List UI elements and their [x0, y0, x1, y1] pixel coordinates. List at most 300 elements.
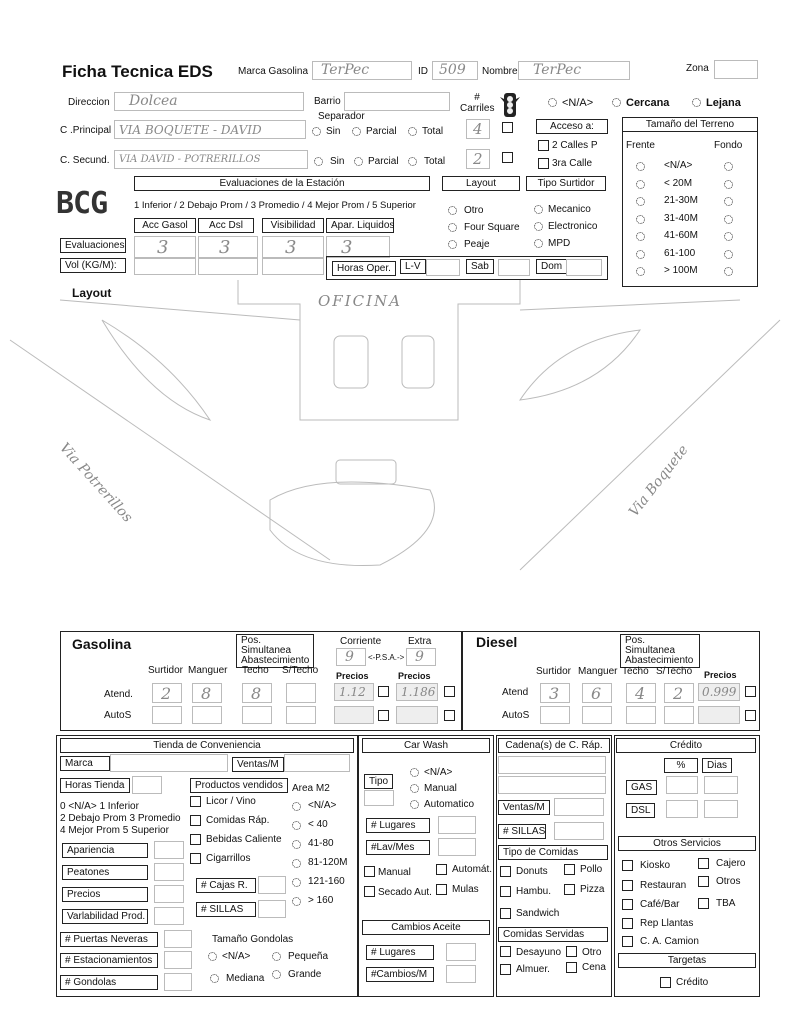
principal-parcial-label: Parcial — [366, 126, 397, 137]
tamano-na-label: <N/A> — [222, 951, 251, 962]
dsl-atend-techo[interactable] — [626, 683, 656, 703]
acceso-3ra-check[interactable] — [538, 158, 549, 169]
layout-title: Layout — [442, 176, 520, 191]
zona-label: Zona — [686, 63, 709, 74]
radio-tamano-pequena[interactable] — [272, 952, 281, 961]
carwash-secado-check[interactable] — [364, 886, 375, 897]
radio-mecanico[interactable] — [534, 205, 543, 214]
barrio-label: Barrio — [314, 96, 341, 107]
cadena-sillas-field[interactable] — [554, 822, 604, 840]
carriles-secund-field[interactable] — [466, 149, 490, 169]
gas-precio-extra-check[interactable] — [444, 686, 455, 697]
tamano-grande-label: Grande — [288, 969, 322, 980]
extra-label: Extra — [408, 636, 432, 647]
carriles-principal-field[interactable] — [466, 119, 490, 139]
gondolas-field[interactable] — [164, 973, 192, 991]
dsl-autos-stecho[interactable] — [664, 706, 694, 724]
gas-atend-surtidor-value: 2 — [161, 684, 172, 703]
radio-secund-parcial[interactable] — [354, 157, 363, 166]
marca-value: TerPec — [321, 62, 370, 78]
pizza-check[interactable] — [564, 884, 575, 895]
producto-check-2[interactable] — [190, 834, 201, 845]
otros-check-3[interactable] — [698, 876, 709, 887]
terreno-option-3: 31-40M — [664, 212, 698, 224]
principal-sin-label: Sin — [326, 126, 341, 137]
surtidor-title: Tipo Surtidor — [526, 176, 606, 191]
radio-mpd[interactable] — [534, 239, 543, 248]
producto-check-1[interactable] — [190, 815, 201, 826]
dsl-atend-techo-value: 4 — [635, 684, 646, 703]
dsl-precios-label: Precios — [704, 670, 737, 680]
radio-principal-sin[interactable] — [312, 127, 321, 136]
dsl-precio[interactable] — [698, 683, 740, 701]
cadena-title: Cadena(s) de C. Ráp. — [498, 738, 610, 753]
gas-atend-surtidor[interactable] — [152, 683, 182, 703]
carwash-lavmes-label: #Lav/Mes — [366, 840, 430, 855]
direccion-value: Dolcea — [129, 93, 178, 109]
otros-check-7[interactable] — [622, 936, 633, 947]
psa-corriente-field[interactable] — [336, 648, 366, 666]
carriles-principal-value: 4 — [473, 120, 483, 138]
area-option-5: > 160 — [308, 895, 334, 906]
zona-field[interactable] — [714, 60, 758, 79]
carwash-mulas-check[interactable] — [436, 884, 447, 895]
cambios-m-field[interactable] — [446, 965, 476, 983]
carwash-lugares-field[interactable] — [438, 816, 476, 834]
radio-frente-3[interactable] — [636, 215, 645, 224]
almuer-check[interactable] — [500, 964, 511, 975]
radio-lejana[interactable] — [692, 98, 701, 107]
id-value: 509 — [439, 62, 466, 78]
radio-fondo-3[interactable] — [724, 215, 733, 224]
radio-area-1[interactable] — [292, 821, 301, 830]
traffic-light-icon — [500, 92, 520, 118]
radio-area-2[interactable] — [292, 840, 301, 849]
servidas-label: Comidas Servidas — [498, 927, 608, 942]
dom-field[interactable] — [566, 259, 602, 276]
carwash-na-label: <N/A> — [424, 767, 453, 778]
radio-secund-total[interactable] — [408, 157, 417, 166]
marca-field[interactable] — [312, 61, 412, 80]
secund-parcial-label: Parcial — [368, 156, 399, 167]
otros-label-0: Kiosko — [640, 860, 671, 871]
radio-na-distance[interactable] — [548, 98, 557, 107]
gas-autos-manguer[interactable] — [192, 706, 222, 724]
horas-label: Horas Oper. — [332, 261, 396, 276]
acceso-3ra-label: 3ra Calle — [552, 158, 593, 169]
area-option-1: < 40 — [308, 819, 328, 830]
terreno-option-2: 21-30M — [664, 195, 698, 206]
tienda-marca-label: Marca — [60, 756, 110, 771]
credito-dsl-pct[interactable] — [666, 800, 698, 818]
gas-atend-manguer-value: 8 — [201, 684, 212, 703]
desayuno-check[interactable] — [500, 946, 511, 957]
sandwich-check[interactable] — [500, 908, 511, 919]
principal-field[interactable] — [114, 120, 306, 139]
cadena-tipo-label: Tipo de Comidas — [498, 845, 608, 860]
sandwich-label: Sandwich — [516, 908, 560, 919]
radio-principal-parcial[interactable] — [352, 127, 361, 136]
productos-label: Productos vendidos — [190, 778, 288, 793]
credito-dsl-dias[interactable] — [704, 800, 738, 818]
tienda-marca-field[interactable] — [110, 754, 228, 772]
producto-check-3[interactable] — [190, 853, 201, 864]
credito-pct-label: % — [664, 758, 698, 773]
radio-fondo-6[interactable] — [724, 267, 733, 276]
gas-manguer-label: Manguer — [188, 665, 228, 676]
otros-label-1: Cajero — [716, 858, 746, 869]
via-potrerillos-label: Via Potrerillos — [56, 440, 136, 526]
dsl-autos-manguer[interactable] — [582, 706, 612, 724]
dsl-autos-precio[interactable] — [698, 706, 740, 724]
dsl-atend-manguer[interactable] — [582, 683, 612, 703]
otros-check-1[interactable] — [698, 858, 709, 869]
vol-field[interactable] — [134, 258, 196, 275]
radio-layout-otro[interactable] — [448, 206, 457, 215]
gas-precio-extra[interactable] — [396, 683, 438, 701]
gas-atend-techo-value: 8 — [251, 684, 262, 703]
gondolas-label: # Gondolas — [60, 975, 158, 990]
hambu-label: Hambu. — [516, 886, 552, 897]
gas-precios-extra-label: Precios — [398, 671, 431, 681]
tienda-ventas-field[interactable] — [284, 754, 350, 772]
vol-field-2[interactable] — [198, 258, 258, 275]
apar-liquidos-value: 3 — [341, 237, 353, 258]
tienda-row-field-0[interactable] — [154, 841, 184, 859]
fondo-label: Fondo — [714, 140, 743, 151]
hambu-check[interactable] — [500, 886, 511, 897]
evaluaciones-title: Evaluaciones de la Estación — [134, 176, 430, 191]
cadena-ventas-field[interactable] — [554, 798, 604, 816]
cambios-lugares-field[interactable] — [446, 943, 476, 961]
otro-comida-check[interactable] — [566, 946, 577, 957]
dsl-atend-surtidor-value: 3 — [549, 684, 560, 703]
pollo-label: Pollo — [580, 864, 603, 875]
separador-secund-check[interactable] — [502, 152, 513, 163]
terreno-option-4: 41-60M — [664, 230, 698, 241]
vol-label: Vol (KG/M): — [60, 258, 126, 273]
credito-gas-dias[interactable] — [704, 776, 738, 794]
radio-principal-total[interactable] — [408, 127, 417, 136]
dsl-manguer-label: Manguer — [578, 666, 618, 677]
visibilidad-label: Visibilidad — [262, 218, 324, 233]
dsl-autos-check[interactable] — [745, 710, 756, 721]
area-label: Area M2 — [292, 783, 330, 794]
vol-field-3[interactable] — [262, 258, 324, 275]
area-option-2: 41-80 — [308, 838, 334, 849]
secund-sin-label: Sin — [330, 156, 345, 167]
radio-fondo-0[interactable] — [724, 162, 733, 171]
terreno-option-5: 61-100 — [664, 247, 696, 259]
dsl-precio-value: 0.999 — [702, 685, 737, 699]
credito-card-check[interactable] — [660, 977, 671, 988]
carriles-secund-value: 2 — [473, 150, 483, 168]
estacionamientos-field[interactable] — [164, 951, 192, 969]
gas-precio-corriente-check[interactable] — [378, 686, 389, 697]
radio-fondo-5[interactable] — [724, 250, 733, 259]
diesel-pos-sim: Pos. Simultanea Abastecimiento — [620, 634, 700, 668]
otros-check-4[interactable] — [622, 899, 633, 910]
dom-label: Dom — [536, 259, 567, 274]
gas-atend-techo[interactable] — [242, 683, 272, 703]
tamano-label: Tamaño Gondolas — [212, 934, 294, 945]
credito-gas-pct[interactable] — [666, 776, 698, 794]
radio-carwash-manual[interactable] — [410, 784, 419, 793]
acc-gasol-field[interactable] — [134, 236, 196, 258]
psa-label: <-P.S.A.-> — [368, 653, 405, 662]
cambios-title: Cambios Aceite — [362, 920, 490, 935]
direccion-field[interactable] — [114, 92, 304, 111]
tienda-ventas-label: Ventas/M — [232, 757, 284, 772]
principal-total-label: Total — [422, 126, 444, 137]
radio-tamano-na[interactable] — [208, 952, 217, 961]
lejana-label: Lejana — [706, 97, 741, 109]
evaluaciones-label: Evaluaciones — [60, 238, 126, 253]
radio-carwash-na[interactable] — [410, 768, 419, 777]
credito-dias-label: Dias — [702, 758, 732, 773]
visibilidad-value: 3 — [285, 237, 297, 258]
diesel-title: Diesel — [476, 634, 518, 650]
producto-check-0[interactable] — [190, 796, 201, 807]
producto-label-2: Bebidas Caliente — [206, 834, 282, 845]
separador-label: Separador — [318, 111, 365, 122]
carwash-title: Car Wash — [362, 738, 490, 753]
cajas-label: # Cajas R. — [196, 878, 256, 893]
sketch-layout-label: Layout — [72, 286, 112, 300]
terreno-option-6: > 100M — [664, 265, 698, 276]
dsl-atend-surtidor[interactable] — [540, 683, 570, 703]
na-label: <N/A> — [562, 97, 594, 109]
targetas-title: Targetas — [618, 953, 756, 968]
acceso-2calles-check[interactable] — [538, 140, 549, 151]
gas-surtidor-label: Surtidor — [148, 665, 184, 676]
otros-label-2: Restauran — [640, 880, 687, 891]
otros-check-2[interactable] — [622, 880, 633, 891]
barrio-field[interactable] — [344, 92, 450, 111]
psa-extra-field[interactable] — [406, 648, 436, 666]
lv-field[interactable] — [426, 259, 460, 276]
dsl-surtidor-label: Surtidor — [536, 666, 572, 677]
psa-extra-value: 9 — [415, 649, 424, 665]
dsl-autos-surtidor[interactable] — [540, 706, 570, 724]
otros-check-6[interactable] — [622, 918, 633, 929]
desayuno-label: Desayuno — [516, 947, 562, 958]
radio-frente-1[interactable] — [636, 180, 645, 189]
gas-autos-check2[interactable] — [444, 710, 455, 721]
gas-atend-stecho[interactable] — [286, 683, 316, 703]
visibilidad-field[interactable] — [262, 236, 324, 258]
tienda-row-field-1[interactable] — [154, 863, 184, 881]
gasolina-title: Gasolina — [72, 636, 132, 652]
dsl-techo-label: Techo — [622, 666, 649, 677]
tienda-row-field-3[interactable] — [154, 907, 184, 925]
dsl-atend-label: Atend — [502, 687, 529, 698]
cadena-field-2[interactable] — [498, 776, 606, 794]
carwash-mulas-label: Mulas — [452, 884, 479, 895]
producto-label-0: Licor / Vino — [206, 796, 256, 807]
otros-check-0[interactable] — [622, 860, 633, 871]
radio-carwash-auto[interactable] — [410, 800, 419, 809]
nombre-value: TerPec — [533, 62, 582, 78]
horas-tienda-field[interactable] — [132, 776, 162, 794]
cambios-lugares-label: # Lugares — [366, 945, 434, 960]
credito-title: Crédito — [616, 738, 756, 753]
tienda-row-label-0: Apariencia — [62, 843, 148, 858]
acc-gasol-label: Acc Gasol — [134, 218, 196, 233]
radio-tamano-grande[interactable] — [272, 970, 281, 979]
dsl-atend-stecho[interactable] — [664, 683, 694, 703]
radio-area-4[interactable] — [292, 878, 301, 887]
nombre-field[interactable] — [518, 61, 630, 80]
acc-dsl-field[interactable] — [198, 236, 258, 258]
carwash-lavmes-field[interactable] — [438, 838, 476, 856]
radio-secund-sin[interactable] — [314, 157, 323, 166]
tienda-row-field-2[interactable] — [154, 885, 184, 903]
cajas-field[interactable] — [258, 876, 286, 894]
gas-autos-label: AutoS — [104, 710, 132, 721]
radio-fondo-2[interactable] — [724, 197, 733, 206]
radio-fondo-4[interactable] — [724, 232, 733, 241]
carwash-automat-check[interactable] — [436, 864, 447, 875]
credito-card-label: Crédito — [676, 977, 709, 988]
mpd-label: MPD — [548, 238, 571, 249]
donuts-label: Donuts — [516, 866, 548, 877]
psa-corriente-value: 9 — [345, 649, 354, 665]
sab-field[interactable] — [498, 259, 530, 276]
carwash-tipo-field[interactable] — [364, 790, 394, 806]
carwash-auto-label: Automatico — [424, 799, 475, 810]
estacionamientos-label: # Estacionamientos — [60, 953, 158, 968]
radio-frente-4[interactable] — [636, 232, 645, 241]
neveras-field[interactable] — [164, 930, 192, 948]
dsl-autos-label: AutoS — [502, 710, 530, 721]
apar-liquidos-field[interactable] — [326, 236, 390, 258]
direccion-label: Direccion — [68, 97, 110, 108]
acc-gasol-value: 3 — [157, 237, 169, 258]
gas-autos-techo[interactable] — [242, 706, 272, 724]
tamano-pequena-label: Pequeña — [288, 951, 329, 962]
layout-otro-label: Otro — [464, 205, 484, 216]
cena-check[interactable] — [566, 962, 577, 973]
sab-label: Sab — [466, 259, 494, 274]
carwash-tipo-label: Tipo — [364, 774, 393, 789]
cena-label: Cena — [582, 962, 606, 973]
donuts-check[interactable] — [500, 866, 511, 877]
otros-label-5: TBA — [716, 898, 736, 909]
cadena-sillas-label: # SILLAS — [498, 824, 546, 839]
via-boquete-label: Via Boquete — [626, 442, 692, 520]
secundaria-field[interactable] — [114, 150, 308, 169]
radio-tamano-mediana[interactable] — [210, 974, 219, 983]
evaluaciones-scale: 1 Inferior / 2 Debajo Prom / 3 Promedio / 4 Mejor Prom / 5 Superior — [134, 200, 416, 211]
dsl-precio-check[interactable] — [745, 686, 756, 697]
corriente-label: Corriente — [340, 636, 382, 647]
otro-comida-label: Otro — [582, 947, 602, 958]
tienda-sillas-label: # SILLAS — [196, 902, 256, 917]
bcg-logo: BCG — [56, 186, 108, 221]
tienda-sillas-field[interactable] — [258, 900, 286, 918]
gas-autos-precio1[interactable] — [334, 706, 374, 724]
tienda-row-label-3: Varlabilidad Prod. — [62, 909, 148, 924]
gas-autos-check1[interactable] — [378, 710, 389, 721]
principal-value: VIA BOQUETE - DAVID — [119, 123, 262, 137]
radio-electronico[interactable] — [534, 222, 543, 231]
carwash-manual-check[interactable] — [364, 866, 375, 877]
electronico-label: Electronico — [548, 221, 598, 232]
marca-label: Marca Gasolina — [238, 66, 309, 77]
credito-dsl-label: DSL — [626, 803, 655, 818]
radio-fondo-1[interactable] — [724, 180, 733, 189]
gas-precio-corriente-value: 1.12 — [339, 685, 366, 699]
principal-label: C .Principal — [60, 125, 112, 136]
dsl-atend-stecho-value: 2 — [673, 684, 684, 703]
tienda-scale-2: 2 Debajo Prom 3 Promedio — [60, 813, 181, 824]
pollo-check[interactable] — [564, 864, 575, 875]
gas-autos-precio2[interactable] — [396, 706, 438, 724]
otros-label-3: Otros — [716, 876, 741, 887]
dsl-atend-manguer-value: 6 — [591, 684, 602, 703]
gas-precio-corriente[interactable] — [334, 683, 374, 701]
acceso-2calles-label: 2 Calles P — [552, 140, 598, 151]
acc-dsl-label: Acc Dsl — [198, 218, 254, 233]
gas-autos-surtidor[interactable] — [152, 706, 182, 724]
lv-label: L-V — [400, 259, 426, 274]
id-label: ID — [418, 66, 428, 77]
frente-label: Frente — [626, 140, 655, 151]
secundaria-label: C. Secund. — [60, 155, 110, 166]
credito-gas-label: GAS — [626, 780, 657, 795]
cercana-label: Cercana — [626, 97, 670, 109]
otros-check-5[interactable] — [698, 898, 709, 909]
carwash-manual-label: Manual — [424, 783, 457, 794]
radio-frente-5[interactable] — [636, 250, 645, 259]
acceso-label: Acceso a: — [536, 119, 608, 134]
dsl-stecho-label: S/Techo — [656, 666, 693, 677]
radio-area-5[interactable] — [292, 897, 301, 906]
radio-frente-2[interactable] — [636, 197, 645, 206]
tienda-scale-1: 0 <N/A> 1 Inferior — [60, 801, 139, 812]
carwash-lugares-label: # Lugares — [366, 818, 430, 833]
layout-foursquare-label: Four Square — [464, 222, 520, 233]
cadena-field-1[interactable] — [498, 756, 606, 774]
gasolina-pos-sim: Pos. Simultanea Abastecimiento — [236, 634, 314, 668]
id-field[interactable] — [432, 61, 478, 80]
mecanico-label: Mecanico — [548, 204, 591, 215]
terreno-option-0: <N/A> — [664, 160, 693, 171]
terreno-option-1: < 20M — [664, 177, 693, 189]
producto-label-3: Cigarrillos — [206, 853, 251, 864]
carwash-automat-chk-label: Automát. — [452, 864, 493, 875]
otros-label-7: C. A. Camion — [640, 936, 699, 947]
radio-frente-6[interactable] — [636, 267, 645, 276]
tienda-row-label-1: Peatones — [62, 865, 148, 880]
gas-atend-label: Atend. — [104, 689, 133, 700]
radio-area-3[interactable] — [292, 859, 301, 868]
radio-cercana[interactable] — [612, 98, 621, 107]
radio-layout-foursquare[interactable] — [448, 223, 457, 232]
tienda-row-label-2: Precios — [62, 887, 148, 902]
producto-label-1: Comidas Ráp. — [206, 815, 270, 826]
radio-area-0[interactable] — [292, 802, 301, 811]
dsl-autos-techo[interactable] — [626, 706, 656, 724]
radio-layout-peaje[interactable] — [448, 240, 457, 249]
horas-tienda-label: Horas Tienda — [60, 778, 130, 793]
gas-autos-stecho[interactable] — [286, 706, 316, 724]
radio-frente-0[interactable] — [636, 162, 645, 171]
otros-servicios-title: Otros Servicios — [618, 836, 756, 851]
gas-atend-manguer[interactable] — [192, 683, 222, 703]
separador-principal-check[interactable] — [502, 122, 513, 133]
